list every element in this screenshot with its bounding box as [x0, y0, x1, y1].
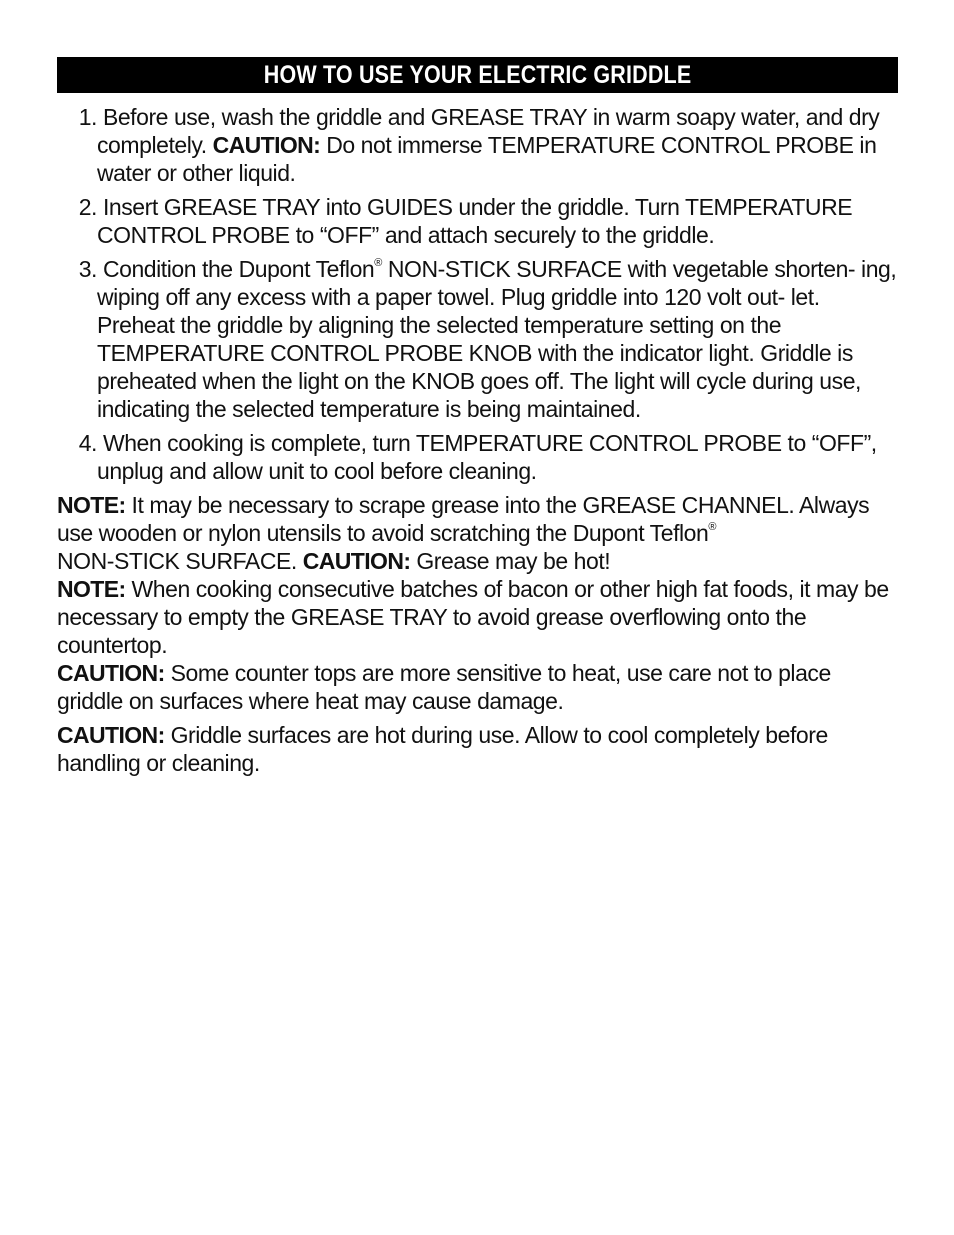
caution-label: CAUTION:: [57, 722, 165, 748]
step-text: Before use, wash the griddle and GREASE TRAY in warm soapy water, and dry completely. CAUTION: Do not immerse TEMPERATURE CONTROL PROBE in water or other liquid.: [97, 104, 880, 186]
instruction-steps: [57, 103, 898, 485]
note-label: NOTE:: [57, 492, 126, 518]
note-label: NOTE:: [57, 576, 126, 602]
registered-mark: ®: [708, 521, 717, 533]
registered-mark: ®: [374, 257, 382, 269]
section-title: HOW TO USE YOUR ELECTRIC GRIDDLE: [263, 60, 692, 89]
step-text: Insert GREASE TRAY into GUIDES under the griddle. Turn TEMPERATURE CONTROL PROBE to “OFF” and attach securely to the griddle.: [97, 194, 853, 248]
step-3: [57, 255, 898, 423]
notes-section: [57, 491, 898, 777]
caution-counter-tops: CAUTION: Some counter tops are more sensitive to heat, use care not to place griddle on surfaces where heat may cause damage.: [57, 660, 831, 714]
step-4: [57, 429, 898, 485]
note-grease-channel: NOTE: It may be necessary to scrape grease into the GREASE CHANNEL. Always use wooden or nylon utensils to avoid scratching the Dupont Teflon® NON-STICK SURFACE. CAUTION: Grease may be hot!: [57, 492, 870, 574]
section-title-bar: [57, 57, 898, 93]
step-1: [57, 103, 898, 187]
step-text: Condition the Dupont Teflon® NON-STICK SURFACE with vegetable shorten- ing, wiping off any excess with a paper towel. Plug griddle into 120 volt out- let. Preheat the griddle by aligning the selected temperature setting on the TEMPERATURE CONTROL PROBE KNOB with the indicator light. Griddle is preheated when the light on the KNOB goes off. The light will cycle during use, indicating the selected temperature is being maintained.: [97, 256, 897, 422]
caution-label: CAUTION:: [57, 660, 165, 686]
step-number: 2.: [78, 194, 97, 220]
step-number: 4.: [78, 430, 97, 456]
note-grease-tray: NOTE: When cooking consecutive batches of bacon or other high fat foods, it may be necessary to empty the GREASE TRAY to avoid grease overflowing onto the countertop.: [57, 576, 889, 658]
manual-page: [57, 57, 898, 777]
step-number: 3.: [78, 256, 97, 282]
step-2: [57, 193, 898, 249]
caution-hot-surfaces: CAUTION: Griddle surfaces are hot during use. Allow to cool completely before handling or cleaning.: [57, 722, 828, 776]
step-number: 1.: [78, 104, 97, 130]
step-text: When cooking is complete, turn TEMPERATURE CONTROL PROBE to “OFF”, unplug and allow unit to cool before cleaning.: [97, 430, 877, 484]
caution-label: CAUTION:: [212, 132, 321, 158]
caution-label: CAUTION:: [302, 548, 411, 574]
